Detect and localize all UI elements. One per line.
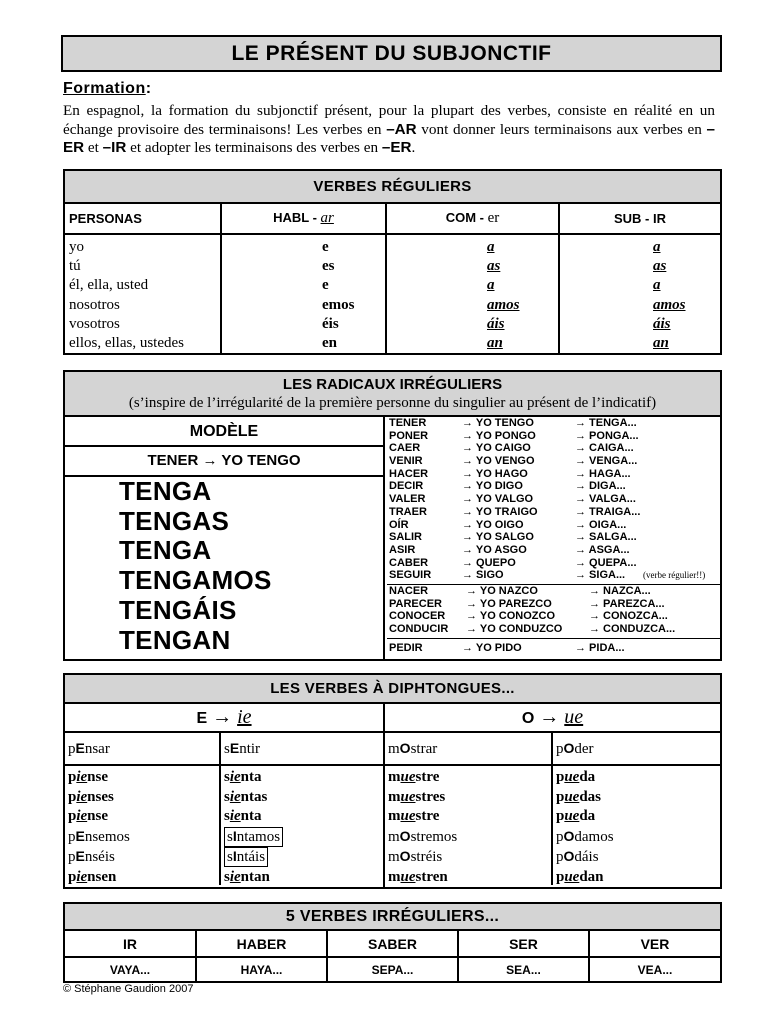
verb-infinitive: TENER xyxy=(389,417,427,429)
conjugated-form xyxy=(388,847,551,868)
formation-heading xyxy=(63,80,151,98)
verb-form: sientan xyxy=(224,868,270,885)
conjugated-form xyxy=(556,827,720,848)
verb-infinitive: PEDIR xyxy=(389,641,423,654)
pensar-forms xyxy=(65,766,219,888)
verb-infinitive: DECIR xyxy=(389,480,424,493)
poder-column xyxy=(553,733,720,888)
model-example: TENER → YO TENGO xyxy=(65,447,383,477)
person: él, ella, usted xyxy=(69,277,149,294)
verb-yo-form: → YO CAIGO xyxy=(462,442,531,455)
sentir-column xyxy=(221,733,383,888)
verb-subjunctive: → TENGA... xyxy=(575,417,637,429)
verb-infinitive: CONDUCIR xyxy=(389,623,449,635)
sentir-infinitive xyxy=(221,733,383,766)
verb-form: mOstréis xyxy=(388,848,443,866)
irregular-stems-title: LES RADICAUX IRRÉGULIERS xyxy=(282,376,503,393)
irregular-verb-row xyxy=(387,557,720,570)
five-irregular-heading: 5 VERBES IRRÉGULIERS... xyxy=(65,904,720,931)
verb-subjunctive: → HAGA... xyxy=(575,467,631,480)
comer-ending: er xyxy=(487,210,500,226)
irregular-verb: HABER xyxy=(196,931,327,957)
verb-subjunctive: → PAREZCA... xyxy=(589,597,665,610)
verb-form: mOstremos xyxy=(388,827,458,845)
verb-infinitive: SEGUIR xyxy=(389,569,432,582)
irregular-form: VAYA... xyxy=(65,957,196,981)
verb-form: sEntir xyxy=(224,740,261,757)
pensar-column xyxy=(65,733,221,885)
verb-yo-form: → YO CONOZCO xyxy=(466,610,556,623)
ar-endings xyxy=(221,234,386,353)
conjugated-form xyxy=(68,868,219,888)
verb-yo-form: → YO NAZCO xyxy=(466,584,538,597)
conjugated-form xyxy=(388,788,551,808)
irregular-verb-row xyxy=(387,493,720,506)
arrow: → xyxy=(534,706,565,728)
verb-infinitive: HACER xyxy=(389,467,429,480)
verb-subjunctive: → VALGA... xyxy=(575,493,636,506)
ending: a xyxy=(653,239,661,255)
page-title: LE PRÉSENT DU SUBJONCTIF xyxy=(61,35,722,72)
conjugated-form xyxy=(68,847,219,868)
arrow: → xyxy=(207,706,238,728)
verb-infinitive: PARECER xyxy=(389,597,442,610)
verb-yo-form: → YO PONGO xyxy=(462,429,536,442)
verb-subjunctive: → CONDUZCA... xyxy=(589,623,676,635)
conjugated-form xyxy=(556,868,720,888)
diphthong-verbs-table xyxy=(63,673,722,889)
irregular-verb-row xyxy=(387,585,720,598)
verb-subjunctive: → DIGA... xyxy=(575,480,626,493)
verb-infinitive: NACER xyxy=(389,584,429,597)
formation-colon: : xyxy=(145,80,152,97)
conjugated-form xyxy=(68,807,219,827)
conjugated-form xyxy=(224,868,383,888)
irregular-stems-heading xyxy=(65,372,720,417)
verb-group-yo xyxy=(387,417,720,585)
verb-yo-form: → YO TRAIGO xyxy=(462,505,538,518)
verb-form: sIntáis xyxy=(227,848,266,866)
verb-form: pEnséis xyxy=(68,848,115,866)
col-hablar xyxy=(221,204,386,234)
sentir-forms xyxy=(221,766,383,888)
ir-endings xyxy=(559,234,720,353)
verb-form: mOstrar xyxy=(388,740,438,757)
verb-form: sienta xyxy=(224,769,262,785)
verb-form: piense xyxy=(68,769,109,785)
ending-ir: –IR xyxy=(102,139,127,156)
irregular-verb-row xyxy=(387,569,720,582)
ending-ar: –AR xyxy=(386,120,417,138)
verb-yo-form: → YO PIDO xyxy=(462,641,522,654)
conjugated-form xyxy=(388,868,551,888)
verb-yo-form: → YO VENGO xyxy=(462,455,535,468)
conjugated-form xyxy=(556,768,720,788)
model-form: TENGAN xyxy=(119,624,231,655)
irregular-verb: IR xyxy=(65,931,196,957)
model-form: TENGA xyxy=(119,535,212,566)
regular-verbs-heading: VERBES RÉGULIERS xyxy=(65,171,720,204)
col-subir xyxy=(559,204,720,234)
verb-form: muestre xyxy=(388,808,440,825)
irregular-verb-row xyxy=(387,623,720,636)
verb-infinitive: VENIR xyxy=(389,455,423,468)
irregular-verb-row xyxy=(387,610,720,623)
verb-yo-form: → YO PAREZCO xyxy=(466,597,552,610)
col-personas: PERSONAS xyxy=(65,204,221,234)
model-form: TENGAMOS xyxy=(119,565,272,596)
verb-form: pEnsemos xyxy=(68,827,130,845)
conjugated-form xyxy=(556,807,720,827)
irregular-verb-row xyxy=(387,442,720,455)
ending: a xyxy=(487,239,495,255)
verb-infinitive: ASIR xyxy=(389,543,416,556)
verb-yo-form: → YO SALGO xyxy=(462,531,534,544)
verb-form: piense xyxy=(68,808,109,825)
er-endings xyxy=(386,234,559,353)
formation-paragraph xyxy=(63,102,715,158)
subir-stem: SUB - xyxy=(614,211,653,226)
irregular-stems-subtitle: (s’inspire de l’irrégularité de la première personne du singulier au présent de l’indicatif) xyxy=(128,395,657,411)
ending: an xyxy=(653,335,669,352)
o-ue-column xyxy=(385,704,720,887)
ending: áis xyxy=(653,315,671,332)
verb-form: muestres xyxy=(388,788,446,805)
copyright: © Stéphane Gaudion 2007 xyxy=(63,983,194,995)
ending: emos xyxy=(322,296,355,313)
e-ie-header xyxy=(65,704,383,733)
person: vosotros xyxy=(69,315,120,332)
irregular-verb-row xyxy=(387,519,720,532)
verb-yo-form: → YO OIGO xyxy=(462,518,524,531)
col-comer xyxy=(386,204,559,234)
ie-diphthong: ie xyxy=(237,706,252,728)
five-irregular-verbs-table xyxy=(63,902,722,983)
ending-er-2: –ER xyxy=(381,139,412,156)
verb-group-zco xyxy=(387,585,720,639)
ending: as xyxy=(653,258,667,275)
irregular-verb-row xyxy=(387,544,720,557)
ending: amos xyxy=(487,296,520,313)
verb-infinitive: SALIR xyxy=(389,531,422,544)
formation-text-4: et adopter les terminaisons des verbes en xyxy=(126,139,382,156)
verb-infinitive: TRAER xyxy=(389,505,427,518)
person: ellos, ellas, ustedes xyxy=(69,335,184,352)
o-ue-header xyxy=(385,704,720,733)
irregular-verb: VER xyxy=(589,931,720,957)
verb-subjunctive: → SALGA... xyxy=(575,531,637,544)
verb-infinitive: CONOCER xyxy=(389,610,446,623)
verb-form: sIntamos xyxy=(227,827,281,845)
verb-form: sientas xyxy=(224,788,268,805)
verb-form: sienta xyxy=(224,808,262,825)
e-ie-column xyxy=(65,704,385,887)
verb-infinitive: CAER xyxy=(389,442,421,455)
model-form: TENGAS xyxy=(119,505,230,536)
ending: a xyxy=(653,277,661,294)
verb-infinitive: CABER xyxy=(389,556,429,569)
verb-subjunctive: → CAIGA... xyxy=(575,442,634,455)
mostrar-forms xyxy=(385,766,551,888)
verb-yo-form: → QUEPO xyxy=(462,556,516,569)
verb-subjunctive: → VENGA... xyxy=(575,455,638,468)
hablar-ending: ar xyxy=(320,210,334,226)
irregular-form: SEPA... xyxy=(327,957,458,981)
verb-form: pOdáis xyxy=(556,848,599,866)
formation-label: Formation xyxy=(63,80,146,97)
irregular-verb: SABER xyxy=(327,931,458,957)
verb-yo-form: → YO HAGO xyxy=(462,467,528,480)
regular-verbs-table xyxy=(63,169,722,355)
verb-infinitive: VALER xyxy=(389,493,426,506)
persons-list xyxy=(65,234,221,353)
verb-form: puedan xyxy=(556,868,604,885)
conjugated-form xyxy=(224,768,383,788)
irregular-form: HAYA... xyxy=(196,957,327,981)
ending: an xyxy=(487,335,503,352)
person: yo xyxy=(69,239,84,255)
irregular-verb-row xyxy=(387,531,720,544)
person: tú xyxy=(69,258,81,275)
verb-yo-form: → YO DIGO xyxy=(462,480,523,493)
verb-yo-form: → SIGO xyxy=(462,569,504,582)
verb-form: pueda xyxy=(556,808,596,825)
ue-diphthong: ue xyxy=(564,706,584,728)
ending: as xyxy=(487,258,501,275)
model-form: TENGÁIS xyxy=(119,594,237,625)
verb-subjunctive: → OIGA... xyxy=(575,518,627,531)
mostrar-column xyxy=(385,733,553,885)
verb-form: pOdamos xyxy=(556,827,614,845)
conjugated-form xyxy=(556,788,720,808)
verb-form: piensen xyxy=(68,868,117,885)
verb-form: pEnsar xyxy=(68,740,110,757)
verb-form: muestre xyxy=(388,769,440,785)
conjugated-form xyxy=(388,768,551,788)
hablar-stem: HABL - xyxy=(273,210,321,225)
conjugated-form xyxy=(224,847,383,868)
verb-subjunctive: → TRAIGA... xyxy=(575,505,641,518)
formation-text-3: et xyxy=(84,139,103,156)
verb-subjunctive: → PIDA... xyxy=(575,641,625,654)
ending: áis xyxy=(487,315,505,332)
poder-forms xyxy=(553,766,720,888)
irregular-verb-list xyxy=(387,417,720,659)
ending: a xyxy=(487,277,495,294)
conjugated-form xyxy=(224,788,383,808)
irregular-form: VEA... xyxy=(637,962,673,977)
comer-stem: COM - xyxy=(445,210,488,225)
verb-infinitive: OÍR xyxy=(389,518,409,531)
formation-text-5: . xyxy=(411,139,416,156)
ending: éis xyxy=(322,315,339,332)
verb-form: muestren xyxy=(388,868,448,885)
verb-subjunctive: → ASGA... xyxy=(575,543,630,556)
irregular-verb-row xyxy=(387,598,720,611)
verb-subjunctive: → PONGA... xyxy=(575,429,639,442)
subir-ending: IR xyxy=(653,211,666,226)
conjugated-form xyxy=(388,827,551,848)
verb-infinitive: PONER xyxy=(389,429,429,442)
pensar-infinitive xyxy=(65,733,219,766)
conjugated-form xyxy=(68,788,219,808)
irregular-stems-table xyxy=(63,370,722,661)
irregular-verb-row xyxy=(387,480,720,493)
model-form: TENGA xyxy=(119,476,212,506)
ending: en xyxy=(322,335,337,352)
verb-form: pOder xyxy=(556,740,594,757)
irregular-verb-row xyxy=(387,506,720,519)
o-vowel: O xyxy=(521,710,535,727)
irregular-verb-row xyxy=(387,430,720,443)
verb-group-pedir xyxy=(387,639,720,657)
diphthong-heading: LES VERBES À DIPHTONGUES... xyxy=(65,675,720,704)
e-vowel: E xyxy=(196,710,208,727)
ending: e xyxy=(322,277,329,294)
verb-yo-form: → YO ASGO xyxy=(462,543,527,556)
verb-yo-form: → YO CONDUZCO xyxy=(466,623,563,635)
conjugated-form xyxy=(388,807,551,827)
verb-form: puedas xyxy=(556,788,602,805)
model-label: MODÈLE xyxy=(65,417,383,447)
model-panel xyxy=(65,417,385,659)
conjugated-form xyxy=(68,768,219,788)
person: nosotros xyxy=(69,296,120,313)
verb-subjunctive: → QUEPA... xyxy=(575,556,637,569)
irregular-verb-row xyxy=(387,455,720,468)
ending: amos xyxy=(653,296,686,313)
mostrar-infinitive xyxy=(385,733,551,766)
formation-text-1: En espagnol, la formation du subjonctif présent, pour la plupart des verbes, consiste en réalité en un échange provisoire des terminaisons! Les verbes en xyxy=(63,102,715,138)
conjugated-form xyxy=(224,827,383,848)
ending: e xyxy=(322,239,329,255)
verb-subjunctive: → SIGA... xyxy=(575,569,626,582)
irregular-verb-row xyxy=(387,468,720,481)
conjugated-form xyxy=(68,827,219,848)
verb-note: (verbe régulier!!) xyxy=(643,570,706,581)
poder-infinitive xyxy=(553,733,720,766)
ending-er: –ER xyxy=(63,120,715,156)
conjugated-form xyxy=(224,807,383,827)
verb-form: pueda xyxy=(556,769,596,785)
irregular-form: SEA... xyxy=(458,957,589,981)
formation-text-2: vont donner leurs terminaisons aux verbes en xyxy=(416,120,707,138)
verb-form: pienses xyxy=(68,788,114,805)
verb-subjunctive: → NAZCA... xyxy=(589,584,651,597)
verb-yo-form: → YO VALGO xyxy=(462,493,534,506)
verb-yo-form: → YO TENGO xyxy=(462,417,534,429)
ending: es xyxy=(322,258,335,275)
conjugated-form xyxy=(556,847,720,868)
model-forms xyxy=(65,477,383,655)
irregular-verb-row xyxy=(387,417,720,430)
irregular-verb-row xyxy=(387,642,720,655)
irregular-verb: SER xyxy=(458,931,589,957)
verb-subjunctive: → CONOZCA... xyxy=(589,610,668,623)
